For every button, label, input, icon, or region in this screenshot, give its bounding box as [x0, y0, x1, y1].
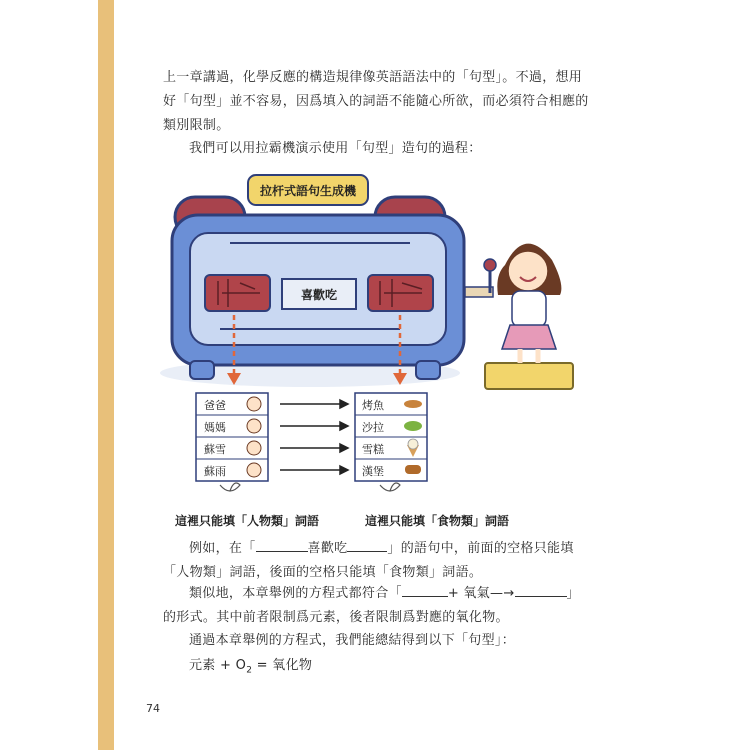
- summary-paragraph: 通過本章舉例的方程式，我們能總結得到以下「句型」：: [189, 633, 516, 648]
- example-prefix: 例如，在「: [189, 541, 256, 556]
- girl-skirt: [502, 325, 556, 349]
- people-caption: 這裡只能填「人物類」詞語: [175, 514, 320, 528]
- example-suffix: 」的語句中，前面的空格只能填「人物類」詞語，後面的空格只能填「食物類」詞語。: [163, 541, 574, 580]
- right-squiggle: [380, 483, 400, 491]
- formula-subscript: 2: [246, 665, 253, 676]
- ice-cream-scoop-icon: [408, 439, 418, 449]
- lever-knob: [484, 259, 496, 271]
- food-cell: 烤魚: [362, 399, 384, 412]
- person-face-icon: [247, 463, 261, 477]
- page-number: 74: [146, 702, 160, 715]
- example-paragraph: [163, 537, 593, 585]
- food-cell: 漢堡: [362, 465, 384, 478]
- intro-paragraph: 上一章講過，化學反應的構造規律像英語語法中的「句型」。不過，想用好「句型」並不容易，因爲填入的詞語不能隨心所欲，而必須符合相應的類別限制。: [163, 70, 589, 133]
- book-spine-strip: [98, 0, 114, 750]
- person-face-icon: [247, 397, 261, 411]
- person-face-icon: [247, 441, 261, 455]
- people-table: [196, 393, 268, 481]
- demo-intro-paragraph: 我們可以用拉霸機演示使用「句型」造句的過程：: [189, 141, 482, 156]
- mapping-arrows: [280, 400, 348, 474]
- blank-line: [347, 539, 387, 552]
- left-squiggle: [220, 483, 240, 491]
- machine-title: 拉杆式語句生成機: [259, 184, 357, 198]
- similar-paragraph: [163, 582, 593, 630]
- person-cell: 爸爸: [204, 399, 226, 412]
- slot-machine-illustration: [160, 165, 592, 500]
- burger-icon: [405, 465, 421, 474]
- blank-line: [515, 584, 567, 597]
- similar-prefix: 類似地，本章舉例的方程式都符合「: [189, 586, 402, 601]
- formula-left: 元素 + O: [189, 658, 247, 673]
- example-middle: 喜歡吃: [307, 541, 348, 556]
- food-cell: 沙拉: [362, 421, 384, 434]
- food-caption: 這裡只能填「食物類」詞語: [365, 514, 510, 528]
- machine-left-leg: [190, 361, 214, 379]
- fish-icon: [404, 400, 422, 408]
- formula-right: = 氧化物: [252, 658, 313, 673]
- blank-line: [256, 539, 308, 552]
- formula-line: [163, 654, 593, 683]
- person-cell: 蘇雪: [204, 443, 226, 456]
- food-table: [355, 393, 427, 481]
- center-word: 喜歡吃: [300, 288, 338, 302]
- person-face-icon: [247, 419, 261, 433]
- blank-line: [402, 584, 448, 597]
- girl-shirt: [512, 291, 546, 327]
- similar-plus: + 氧氣: [447, 586, 491, 601]
- machine-right-leg: [416, 361, 440, 379]
- person-cell: 媽媽: [204, 421, 226, 434]
- similar-suffix: 」的形式。其中前者限制爲元素，後者限制爲對應的氧化物。: [163, 586, 580, 625]
- salad-icon: [404, 421, 422, 431]
- girl-pedestal: [485, 363, 573, 389]
- reaction-arrow-icon: —→: [490, 586, 515, 601]
- girl-face: [508, 251, 548, 291]
- person-cell: 蘇雨: [204, 465, 226, 478]
- food-cell: 雪糕: [362, 443, 384, 456]
